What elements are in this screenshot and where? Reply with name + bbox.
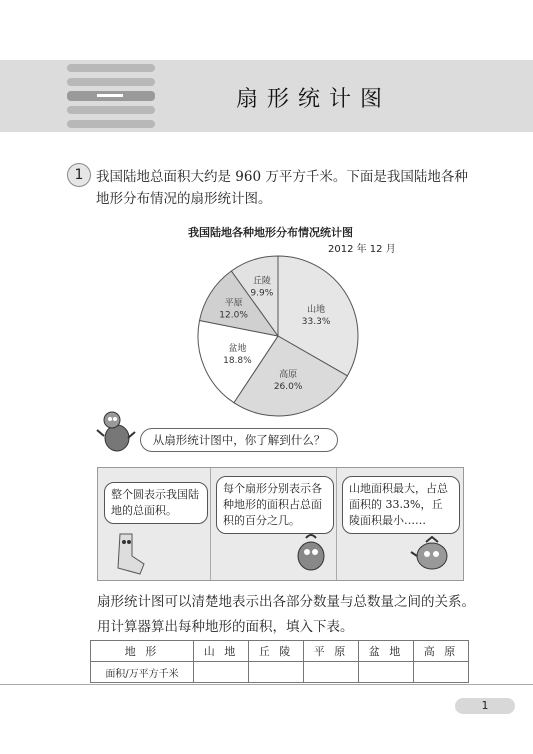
pie-chart xyxy=(196,254,360,418)
question-bubble: 从扇形统计图中，你了解到什么？ xyxy=(140,428,338,452)
pie-slice-percent: 26.0% xyxy=(273,381,303,392)
section-number-badge: 1 xyxy=(67,163,91,187)
pie-slice-name: 平原 xyxy=(224,298,243,309)
panel-bubble-3: 山地面积最大，占总面积的 33.3%，丘陵面积最小…… xyxy=(342,476,460,534)
pie-slice-name: 丘陵 xyxy=(252,276,271,287)
fruit-mascot-icon xyxy=(294,532,328,572)
statement-text: 扇形统计图可以清楚地表示出各部分数量与总数量之间的关系。 xyxy=(97,594,475,610)
table-cell-empty[interactable] xyxy=(304,662,359,683)
pie-slice-percent: 9.9% xyxy=(250,288,274,299)
pie-slice-percent: 33.3% xyxy=(301,316,331,327)
pie-slice-percent: 18.8% xyxy=(223,355,252,366)
table-cell-empty[interactable] xyxy=(249,662,304,683)
intro-text: 我国陆地总面积大约是 960 万平方千米。下面是我国陆地各种地形分布情况的扇形统计图。 xyxy=(96,169,468,207)
pie-slice-name: 高原 xyxy=(279,369,298,380)
tomato-mascot-icon xyxy=(410,534,454,572)
table-header-cell: 高 原 xyxy=(414,641,469,662)
panel-bubble-1: 整个圆表示我国陆地的总面积。 xyxy=(104,482,208,524)
bean-mascot-icon xyxy=(94,408,140,454)
pie-slice-name: 山地 xyxy=(307,304,326,315)
terrain-area-table xyxy=(90,640,469,683)
instruction-text: 用计算器算出每种地形的面积，填入下表。 xyxy=(97,619,354,635)
pie-slice-percent: 12.0% xyxy=(219,310,248,321)
table-row xyxy=(91,662,469,683)
table-header-cell: 丘 陵 xyxy=(249,641,304,662)
sock-mascot-icon xyxy=(110,530,148,576)
page-title: 扇形统计图 xyxy=(236,87,392,112)
panel-bubble-2: 每个扇形分别表示各种地形的面积占总面积的百分之几。 xyxy=(216,476,334,534)
table-cell-empty[interactable] xyxy=(414,662,469,683)
table-header-cell: 平 原 xyxy=(304,641,359,662)
table-header-cell: 盆 地 xyxy=(359,641,414,662)
page-number: 1 xyxy=(455,698,515,714)
decorative-stripes xyxy=(67,64,155,128)
table-header-row xyxy=(91,641,469,662)
table-header-cell: 地 形 xyxy=(91,641,194,662)
table-row-label: 面积/万平方千米 xyxy=(91,662,194,683)
chart-title: 我国陆地各种地形分布情况统计图 xyxy=(188,226,353,239)
footer-line xyxy=(0,684,533,685)
table-cell-empty[interactable] xyxy=(194,662,249,683)
pie-slice-name: 盆地 xyxy=(228,343,247,354)
discussion-panels xyxy=(97,467,464,581)
table-header-cell: 山 地 xyxy=(194,641,249,662)
chart-date: 2012 年 12 月 xyxy=(328,244,396,255)
table-cell-empty[interactable] xyxy=(359,662,414,683)
